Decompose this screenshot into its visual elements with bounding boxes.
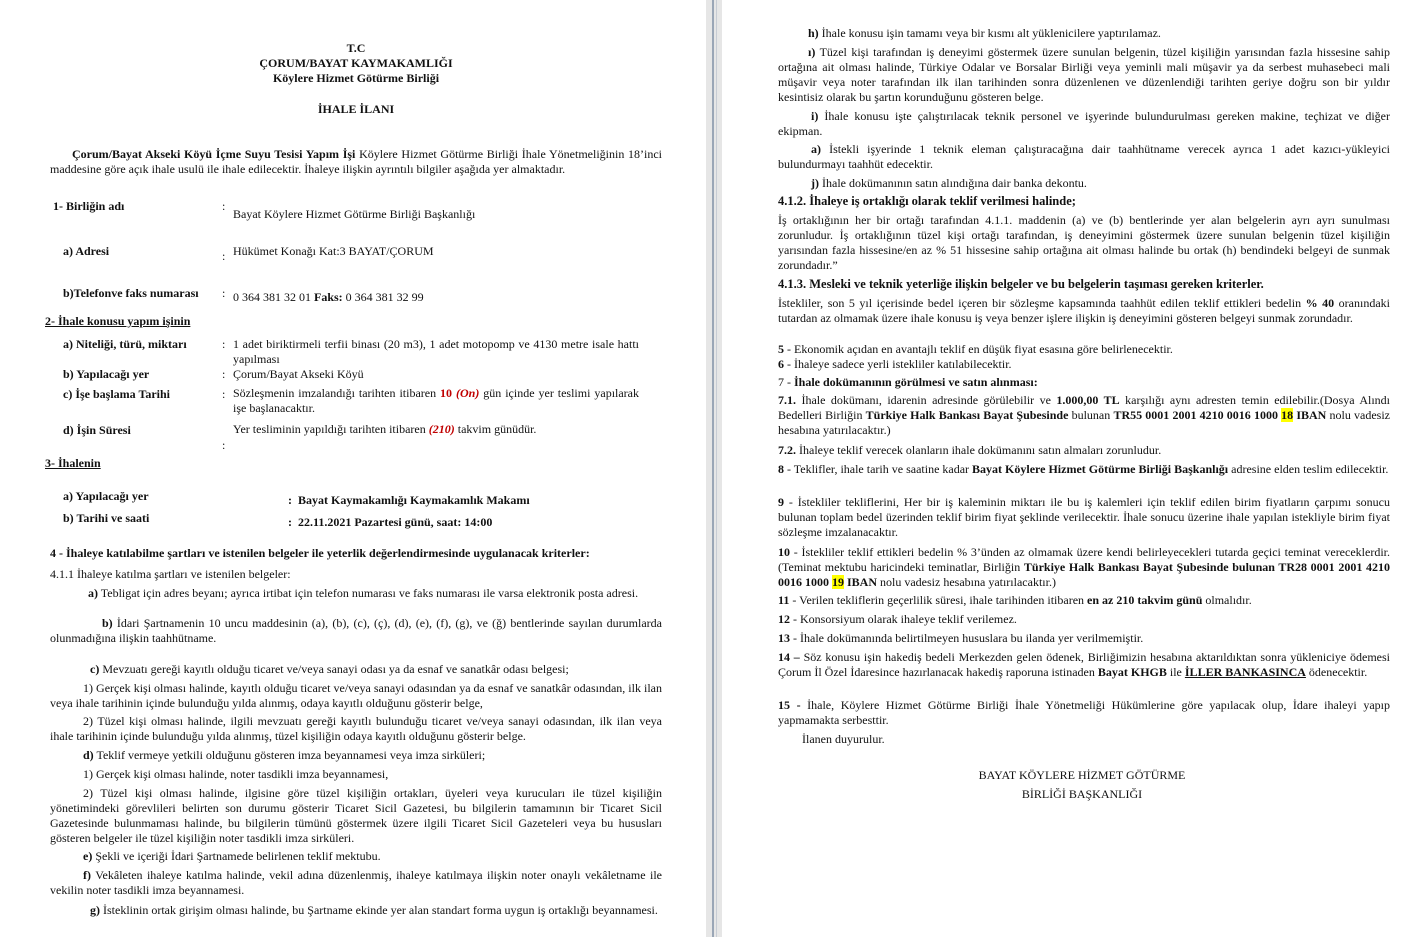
s2b-label: b) Yapılacağı yer (63, 367, 150, 381)
s1a-label: a) Adresi (63, 244, 110, 258)
header-union: Köylere Hizmet Götürme Birliği (272, 71, 440, 85)
item-9: 9 - İstekliler tekliflerini, Her bir iş kaleminin miktarı ile bu iş kalemleri için teklif edilen birim fiyatların çarpımı sonucu bulunan toplam bedel üzerinden teklif birim fiyat şeklinde verilecektir. İhale sonucu üzerine ihale yapılan istekliyle birim fiyat sözleşme imzalanacaktır. (778, 495, 1390, 539)
s3-label: 3- İhalenin (45, 456, 101, 470)
s3b-value: : 22.11.2021 Pazartesi günü, saat: 14:00 (288, 515, 493, 529)
s412-text: İş ortaklığının her bir ortağı tarafından 4.1.1. maddenin (a) ve (b) bentlerinde yer alan belgelerin ayrı ayrı sunulması zorunludur. İş ortaklığının tüzel kişi ortağı tarafından, iş deneyimini göstermek üzere sunulan belgenin tüzel kişiliğin yarısından fazla hissesine/en az % 51 hissesine sahip ortağına ait olması halinde bu ortak (h) bendindeki belgeyi de sunmak zorundadır.” (778, 213, 1390, 272)
item-14: 14 – Söz konusu işin hakediş bedeli Merkezden gelen ödenek, Birliğimizin hesabına aktarıldıktan sonra yükleniciye ödemesi Çorum İl Özel İdaresince hazırlanacak hakediş raporuna istinaden Bayat KHGB ile İLLER BANKASINCA ödenecektir. (778, 650, 1390, 679)
s2c-label: c) İşe başlama Tarihi (63, 387, 171, 401)
closing-text: İlanen duyurulur. (802, 732, 885, 746)
s2a-value: 1 adet biriktirmeli terfii binası (20 m3), 1 adet motopomp ve 4130 metre isale hattı yapılması (233, 337, 639, 366)
document-page-left: T.C ÇORUM/BAYAT KAYMAKAMLIĞI Köylere Hizmet Götürme Birliği İHALE İLANI Çorum/Bayat Akseki Köyü İçme Suyu Tesisi Yapım İşi Köylere Hizmet Götürme Birliği İhale Yönetmeliğinin 18’inci maddesine göre açık ihale usulü ile ihale edilecektir. İhaleye ilişkin ayrıntılı bilgiler aşağıda yer almaktadır. 1- Birliğin adı : Bayat Köylere Hizmet Götürme Birliği Başkanlığı a) Adresi : Hükümet Konağı Kat:3 BAYAT/ÇORUM b)Telefonve faks numarası : 0 364 381 32 01 Faks: 0 364 381 32 99 2- İhale konusu yapım işinin a) Niteliği, türü, miktarı : 1 adet biriktirmeli terfii binası (20 m3), 1 adet motopomp ve 4130 metre isale hattı yapılması b) Yapılacağı yer : Çorum/Bayat Akseki Köyü c) İşe başlama Tarihi : Sözleşmenin imzalandığı tarihten itibaren 10 (On) gün içinde yer teslimi yapılarak işe başlanacaktır. d) İşin Süresi : Yer tesliminin yapıldığı tarihten itibaren (210) takvim günüdür. 3- İhalenin a) Yapılacağı yer : Bayat Kaymakamlığı Kaymakamlık Makamı b) Tarihi ve saati : 22.11.2021 Pazartesi günü, saat: 14:00 4 - İhaleye katılabilme şartları ve istenilen belgeler ile yeterlik değerlendirmesinde uygulanacak kriterler: 4.1.1 İhaleye katılma şartları ve istenilen belgeler: a) Tebligat için adres beyanı; ayrıca irtibat için telefon numarası ve faks numarası ile varsa elektronik posta adresi. b) İdari Şartnamenin 10 uncu maddesinin (a), (b), (c), (ç), (d), (e), (f), (g), ve (ğ) bentlerinde sayılan durumlarda olunmadığına ilişkin taahhütname. c) Mevzuatı gereği kayıtlı olduğu ticaret ve/veya sanayi odası ya da esnaf ve sanatkâr odası belgesi; 1) Gerçek kişi olması halinde, kayıtlı olduğu ticaret ve/veya sanayi odasından ya da esnaf ve sanatkâr odasından, ilk ilan veya ihale tarihinin içinde bulunduğu yılda alınmış, odaya kayıtlı olduğunu gösterir belge, 2) Tüzel kişi olması halinde, ilgili mevzuatı gereği kayıtlı bulunduğu ticaret ve/veya sanayi odasından, ilk ilan veya ihale tarihinin içinde bulunduğu yılda alınmış, tüzel kişiliğin odaya kayıtlı olduğunu gösterir belge. d) Teklif vermeye yetkili olduğunu gösteren imza beyannamesi veya imza sirküleri; 1) Gerçek kişi olması halinde, noter tasdikli imza beyannamesi, 2) Tüzel kişi olması halinde, ilgisine göre tüzel kişiliğin ortakları, üyeleri veya kurucuları ile tüzel kişiliğin yönetimindeki görevlileri belirten son durumu gösterir Ticaret Sicil Gazetesi, bu bilgilerin tamamının bir Ticaret Sicil Gazetesinde bulunmaması halinde, bu bilgilerin tümünü göstermek üzere ilgili Ticaret Sicil Gazeteleri veya bu hususları gösteren belgeler ile tüzel kişiliğin noter tasdikli imza sirküleri. e) Şekli ve içeriği İdari Şartnamede belirlenen teklif mektubu. f) Vekâleten ihaleye katılma halinde, vekil adına düzenlenmiş, ihaleye katılmaya ilişkin noter onaylı vekâletname ile vekilin noter tasdikli imza beyannamesi. g) İsteklinin ortak girişim olması halinde, bu Şartname ekinde yer alan standart forma uygun iş ortaklığı beyannamesi. (0, 0, 706, 937)
s2a-label: a) Niteliği, türü, miktarı (63, 337, 187, 351)
item-c1: 1) Gerçek kişi olması halinde, kayıtlı olduğu ticaret ve/veya sanayi odasından ya da esnaf ve sanatkâr odasından, ilk ilan veya ihale tarihinin içinde bulunduğu yılda alınmış, odaya kayıtlı olduğunu gösterir belge, (50, 681, 662, 710)
s411-title: 4.1.1 İhaleye katılma şartları ve istenilen belgeler: (50, 567, 291, 581)
highlight-18: 18 (1281, 408, 1294, 422)
item-12: 12 - Konsorsiyum olarak ihaleye teklif verilemez. (778, 612, 1017, 626)
s3a-value: : Bayat Kaymakamlığı Kaymakamlık Makamı (288, 493, 530, 507)
s3b-label: b) Tarihi ve saati (63, 511, 150, 525)
item-6: 6 - İhaleye sadece yerli istekliler katılabilecektir. (778, 357, 1012, 371)
notice-title: İHALE İLANI (317, 102, 395, 116)
item-11: 11 - Verilen tekliflerin geçerlilik süresi, ihale tarihinden itibaren en az 210 takvim günü olmalıdır. (778, 593, 1252, 607)
s1-label: 1- Birliğin adı (53, 199, 125, 213)
item-j: j) İhale dokümanının satın alındığına dair banka dekontu. (811, 176, 1087, 190)
highlight-19: 19 (832, 575, 844, 589)
s2b-value: Çorum/Bayat Akseki Köyü (233, 367, 364, 381)
item-e: e) Şekli ve içeriği İdari Şartnamede belirlenen teklif mektubu. (83, 849, 381, 863)
item-8: 8 - Teklifler, ihale tarih ve saatine kadar Bayat Köylere Hizmet Götürme Birliği Başkanlığı adresine elden teslim edilecektir. (778, 462, 1389, 476)
s413-title: 4.1.3. Mesleki ve teknik yeterliğe ilişkin belgeler ve bu belgelerin taşıması gereken kriterler. (778, 277, 1264, 291)
item-13: 13 - İhale dokümanında belirtilmeyen hususlara bu ilanda yer verilmemiştir. (778, 631, 1144, 645)
item-d: d) Teklif vermeye yetkili olduğunu gösteren imza beyannamesi veya imza sirküleri; (83, 748, 486, 762)
signature-line-2: BİRLİĞİ BAŞKANLIĞI (1021, 787, 1143, 801)
signature-line-1: BAYAT KÖYLERE HİZMET GÖTÜRME (978, 768, 1186, 782)
item-10: 10 - İstekliler teklif ettikleri bedelin % 3’ünden az olmamak üzere kendi belirleyecekleri tutarda geçici teminat vereceklerdir. (Teminat mektubu haricindeki teminatlar, Birliğin Türkiye Halk Bankası Bayat Şubesinde bulunan TR28 0001 2001 4210 0016 1000 19 IBAN nolu vadesiz hesabına yatırılacaktır.) (778, 545, 1390, 589)
s1b-value: 0 364 381 32 01 Faks: 0 364 381 32 99 (233, 290, 424, 304)
item-d1: 1) Gerçek kişi olması halinde, noter tasdikli imza beyannamesi, (83, 767, 389, 781)
s2d-value: Yer tesliminin yapıldığı tarihten itibaren (210) takvim günüdür. (233, 422, 537, 436)
item-d2: 2) Tüzel kişi olması halinde, ilgisine göre tüzel kişiliğin ortakları, üyeleri veya kurucuları ile tüzel kişiliğin yönetimindeki görevlileri belirten son durumu gösterir Ticaret Sicil Gazetesi, bu bilgilerin tamamının bir Ticaret Sicil Gazetesinde bulunmaması halinde, bu bilgilerin tümünü göstermek üzere ilgili Ticaret Sicil Gazeteleri veya bu hususları gösteren belgeler ile tüzel kişiliğin noter tasdikli imza sirküleri. (50, 786, 662, 845)
page-divider (706, 0, 722, 937)
s1a-value: Hükümet Konağı Kat:3 BAYAT/ÇORUM (233, 244, 434, 258)
item-b: b) İdari Şartnamenin 10 uncu maddesinin (a), (b), (c), (ç), (d), (e), (f), (g), ve (ğ) bentlerinde sayılan durumlarda olunmadığına ilişkin taahhütname. (50, 616, 662, 645)
s2c-value: Sözleşmenin imzalandığı tarihten itibaren 10 (On) gün içinde yer teslimi yapılarak işe başlanacaktır. (233, 386, 640, 415)
item-5: 5 - Ekonomik açıdan en avantajlı teklif en düşük fiyat esasına göre belirlenecektir. (778, 342, 1173, 356)
s4-title: 4 - İhaleye katılabilme şartları ve istenilen belgeler ile yeterlik değerlendirmesinde uygulanacak kriterler: (50, 546, 590, 560)
s1b-label: b)Telefonve faks numarası (63, 286, 199, 300)
header-office: ÇORUM/BAYAT KAYMAKAMLIĞI (259, 56, 453, 70)
s2d-label: d) İşin Süresi (63, 423, 131, 437)
item-c: c) Mevzuatı gereği kayıtlı olduğu ticaret ve/veya sanayi odası ya da esnaf ve sanatkâr odası belgesi; (90, 662, 569, 676)
item-i-dotless: ı) Tüzel kişi tarafından iş deneyimi göstermek üzere sunulan belgenin, tüzel kişiliğin yarısından fazla hissesine sahip ortağına ait olması halinde, Türkiye Odalar ve Borsalar Birliği veya yeminli mali müşavir ya da serbest muhasebeci mali müşavir veya noter tarafından ilk ilan tarihinden sonra düzenlenen ve düzenlendiği tarihten geriye doğru son bir yıldır kesintisiz olarak bu şartın korunduğunu gösteren belge. (778, 45, 1390, 104)
item-f: f) Vekâleten ihaleye katılma halinde, vekil adına düzenlenmiş, ihaleye katılmaya ilişkin noter onaylı vekâletname ile vekilin noter tasdikli imza beyannamesi. (50, 868, 662, 897)
item-7: 7 - İhale dokümanının görülmesi ve satın alınması: (778, 375, 1038, 389)
s1-value: Bayat Köylere Hizmet Götürme Birliği Başkanlığı (233, 207, 476, 221)
item-a2: a) İstekli işyerinde 1 teknik eleman çalıştıracağına dair taahhütname verecek ayrıca 1 adet kazıcı-yükleyici bulundurmayı taahhüt edecektir. (778, 142, 1390, 171)
item-h: h) İhale konusu işin tamamı veya bir kısmı alt yüklenicilere yaptırılamaz. (808, 26, 1161, 40)
item-7-2: 7.2. İhaleye teklif verecek olanların ihale dokümanını satın almaları zorunludur. (778, 443, 1162, 457)
item-7-1: 7.1. İhale dokümanı, idarenin adresinde görülebilir ve 1.000,00 TL karşılığı aynı adresten temin edilebilir.(Dosya Alındı Bedelleri Birliğin Türkiye Halk Bankası Bayat Şubesinde bulunan TR55 0001 2001 4210 0016 1000 18 IBAN nolu vadesiz hesabına yatırılacaktır.) (778, 393, 1390, 437)
s413-text: İstekliler, son 5 yıl içerisinde bedel içeren bir sözleşme kapsamında taahhüt edilen teklif ettikleri bedelin % 40 oranındaki tutardan az olmamak üzere ihale konusu iş veya benzer işlere ilişkin iş deneyimini gösteren belgeyi sunmak zorundadır. (778, 296, 1391, 325)
s3a-label: a) Yapılacağı yer (63, 489, 149, 503)
item-c2: 2) Tüzel kişi olması halinde, ilgili mevzuatı gereği kayıtlı bulunduğu ticaret ve/veya sanayi odasından, ilk ilan veya ihale tarihinin içinde bulunduğu yılda alınmış, tüzel kişiliğin odaya kayıtlı olduğunu gösterir belge. (50, 714, 662, 743)
item-a: a) Tebligat için adres beyanı; ayrıca irtibat için telefon numarası ve faks numarası ile varsa elektronik posta adresi. (88, 586, 639, 600)
item-15: 15 - İhale, Köylere Hizmet Götürme Birliği İhale Yönetmeliği Hükümlerine göre yapılacak olup, İdare ihaleyi yapıp yapmamakta serbesttir. (778, 698, 1391, 727)
s2-label: 2- İhale konusu yapım işinin (45, 314, 191, 328)
project-name: Çorum/Bayat Akseki Köyü İçme Suyu Tesisi Yapım İşi (72, 147, 356, 161)
header-tc: T.C (346, 41, 366, 55)
item-i: i) İhale konusu işte çalıştırılacak teknik personel ve işyerinde bulundurulması gereken makine, teçhizat ve diğer ekipman. (778, 109, 1390, 138)
document-page-right (722, 0, 1425, 937)
item-g: g) İsteklinin ortak girişim olması halinde, bu Şartname ekinde yer alan standart forma uygun iş ortaklığı beyannamesi. (90, 903, 658, 917)
s412-title: 4.1.2. İhaleye iş ortaklığı olarak teklif verilmesi halinde; (778, 194, 1076, 208)
intro-paragraph: Çorum/Bayat Akseki Köyü İçme Suyu Tesisi Yapım İşi Köylere Hizmet Götürme Birliği İhale Yönetmeliğinin 18’inci maddesine göre açık ihale usulü ile ihale edilecektir. İhaleye ilişkin ayrıntılı bilgiler aşağıda yer almaktadır. (50, 147, 662, 176)
